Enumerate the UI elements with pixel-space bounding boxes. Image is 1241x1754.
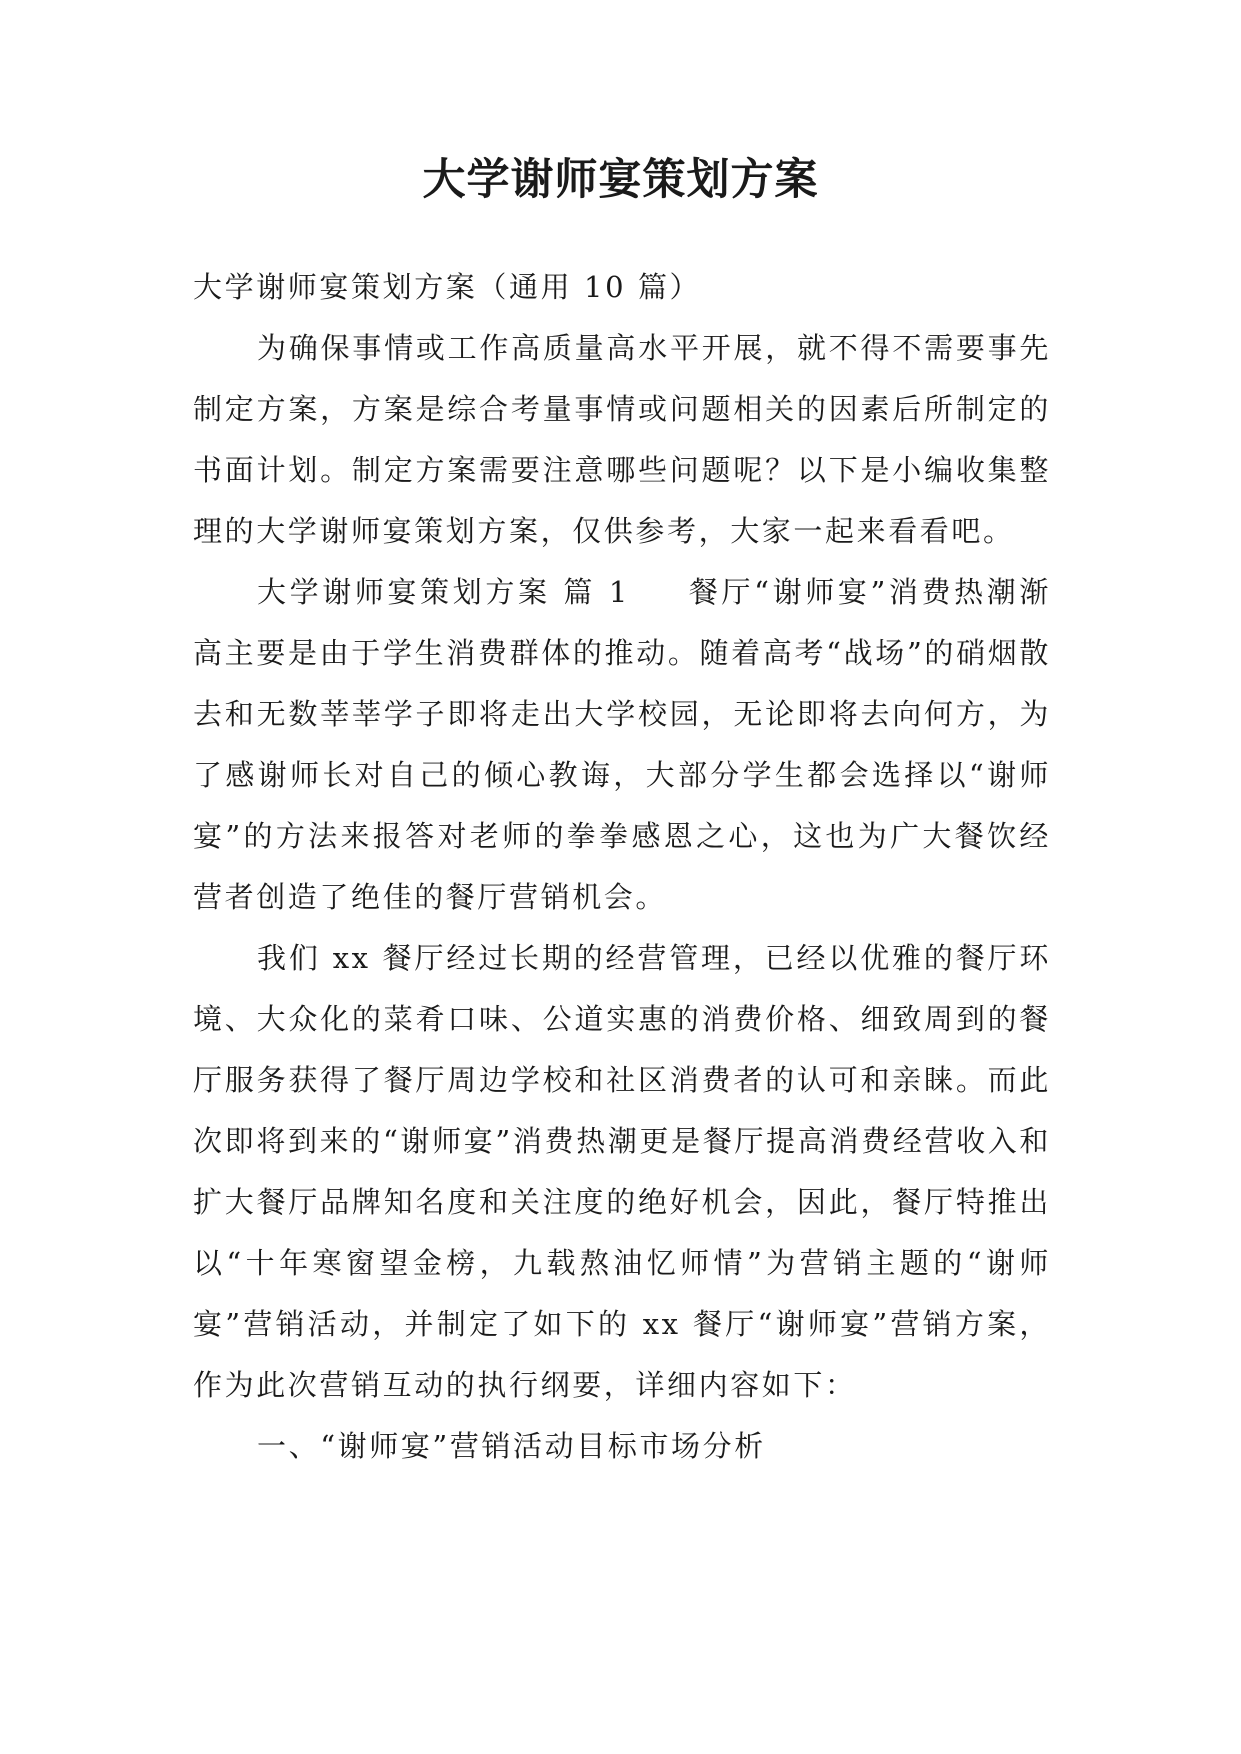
section-1-paragraph <box>193 562 1051 928</box>
section-1-text: 餐厅“谢师宴”消费热潮渐高主要是由于学生消费群体的推动。随着高考“战场”的硝烟散去和无数莘莘学子即将走出大学校园，无论即将去向何方，为了感谢师长对自己的倾心教诲，大部分学生都会选择以“谢师宴”的方法来报答对老师的拳拳感恩之心，这也为广大餐饮经营者创造了绝佳的餐厅营销机会。 <box>193 575 1051 914</box>
document-subtitle: 大学谢师宴策划方案（通用 10 篇） <box>193 270 702 304</box>
document-body <box>193 257 1051 1477</box>
section-1-heading: 大学谢师宴策划方案 篇 1 <box>257 575 630 609</box>
section-heading-1: 一、“谢师宴”营销活动目标市场分析 <box>257 1429 766 1463</box>
document-title: 大学谢师宴策划方案 <box>422 155 819 205</box>
paragraph-2: 我们 xx 餐厅经过长期的经营管理，已经以优雅的餐厅环境、大众化的菜肴口味、公道实惠的消费价格、细致周到的餐厅服务获得了餐厅周边学校和社区消费者的认可和亲睐。而此次即将到来的“谢师宴”消费热潮更是餐厅提高消费经营收入和扩大餐厅品牌知名度和关注度的绝好机会，因此，餐厅特推出以“十年寒窗望金榜，九载熬油忆师情”为营销主题的“谢师宴”营销活动，并制定了如下的 xx 餐厅“谢师宴”营销方案，作为此次营销互动的执行纲要，详细内容如下： <box>193 941 1051 1402</box>
intro-paragraph: 为确保事情或工作高质量高水平开展，就不得不需要事先制定方案，方案是综合考量事情或问题相关的因素后所制定的书面计划。制定方案需要注意哪些问题呢？以下是小编收集整理的大学谢师宴策划方案，仅供参考，大家一起来看看吧。 <box>193 331 1051 548</box>
